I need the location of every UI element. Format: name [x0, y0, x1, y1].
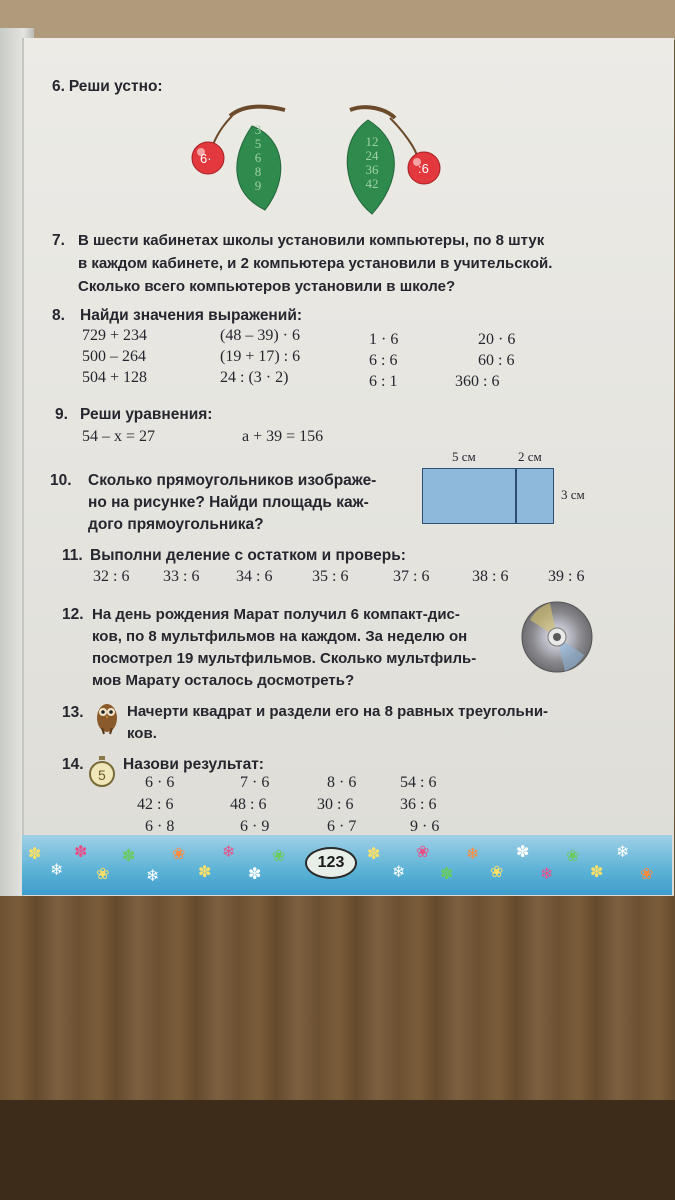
division-item: 39 : 6	[548, 568, 585, 585]
task-14-expr: 54 : 6	[400, 774, 437, 791]
svg-text:❀: ❀	[172, 844, 186, 863]
svg-text:✽: ✽	[248, 864, 262, 883]
svg-text:❀: ❀	[96, 864, 110, 883]
background-top	[0, 0, 675, 40]
task-8-expr: 500 – 264	[82, 348, 146, 365]
task-8-title: Найди значения выражений:	[80, 307, 303, 324]
task-10-line: но на рисунке? Найди площадь каж-	[88, 494, 369, 511]
rectangle-figure	[422, 468, 554, 524]
task-13-line: ков.	[127, 725, 157, 742]
leaf-left-value: 3	[254, 122, 262, 137]
cherry-leaves-illustration	[190, 98, 450, 220]
svg-text:❀: ❀	[566, 846, 580, 865]
cd-disc-icon	[520, 600, 594, 674]
task-6	[52, 78, 163, 96]
table-shadow	[0, 1100, 675, 1200]
division-item: 37 : 6	[393, 568, 430, 585]
task-12-number: 12.	[62, 606, 84, 623]
division-item: 38 : 6	[472, 568, 509, 585]
task-8-number: 8.	[52, 307, 65, 324]
leaf-left-value: 6	[254, 150, 262, 165]
task-8-expr: 504 + 128	[82, 369, 148, 386]
task-12-line: мов Марату осталось досмотреть?	[92, 672, 355, 689]
task-7-line: Сколько всего компьютеров установили в школе?	[78, 278, 456, 295]
task-10-line: Сколько прямоугольников изображе-	[88, 472, 377, 489]
task-8-expr: 24 : (3 · 2)	[220, 369, 289, 386]
task-12-line: ков, по 8 мультфильмов на каждом. За неделю он	[92, 628, 468, 645]
svg-text:✽: ✽	[590, 862, 604, 881]
task-title: Реши устно:	[68, 78, 163, 95]
task-8-expr: (19 + 17) : 6	[220, 348, 301, 365]
leaf-right-value: 24	[365, 148, 379, 163]
equation-2: a + 39 = 156	[242, 428, 324, 445]
task-14-expr: 42 : 6	[137, 796, 174, 813]
task-14-expr: 30 : 6	[317, 796, 354, 813]
svg-text:❄: ❄	[540, 864, 554, 883]
svg-text:✽: ✽	[440, 864, 454, 883]
svg-text:✽: ✽	[516, 842, 530, 861]
task-14-expr: 36 : 6	[400, 796, 437, 813]
leaf-right-value: 36	[365, 162, 379, 177]
svg-text:❄: ❄	[50, 860, 64, 879]
task-14-title: Назови результат:	[123, 756, 264, 773]
label-3cm: 3 см	[561, 487, 585, 502]
task-8-expr: 729 + 234	[82, 327, 148, 344]
task-10-line: дого прямоугольника?	[88, 516, 264, 533]
svg-text:❀: ❀	[490, 862, 504, 881]
page-number: 123	[305, 847, 357, 879]
task-14-expr: 6 · 8	[145, 818, 175, 835]
task-14-expr: 48 : 6	[230, 796, 267, 813]
task-8-expr: 6 : 6	[369, 352, 398, 369]
task-7-line: в каждом кабинете, и 2 компьютера установили в учительской.	[78, 255, 553, 272]
task-14-expr: 8 · 6	[327, 774, 357, 791]
task-14-expr: 6 · 7	[327, 818, 357, 835]
task-13-line: Начерти квадрат и раздели его на 8 равных треугольни-	[127, 703, 549, 720]
rectangle-divider	[515, 468, 517, 524]
leaf-left-value: 9	[254, 178, 262, 193]
svg-text:❀: ❀	[416, 842, 430, 861]
task-number: 6.	[52, 78, 65, 95]
svg-text:❀: ❀	[640, 864, 654, 883]
stopwatch-icon	[88, 754, 116, 788]
division-item: 34 : 6	[236, 568, 273, 585]
task-10-number: 10.	[50, 472, 72, 489]
svg-text:❀: ❀	[272, 846, 286, 865]
leaf-right-value: 42	[365, 176, 379, 191]
leaf-left-value: 8	[254, 164, 262, 179]
division-item: 32 : 6	[93, 568, 130, 585]
task-8-expr: 6 : 1	[369, 373, 398, 390]
task-9-title: Реши уравнения:	[80, 406, 213, 423]
task-14-expr: 7 · 6	[240, 774, 270, 791]
task-12-line: На день рождения Марат получил 6 компакт-дис-	[92, 606, 460, 623]
label-5cm: 5 см	[452, 449, 476, 464]
task-11-number: 11.	[62, 547, 83, 564]
task-14-expr: 6 · 6	[145, 774, 175, 791]
svg-text:✽: ✽	[198, 862, 212, 881]
task-11-title: Выполни деление с остатком и проверь:	[90, 547, 406, 564]
svg-text:❄: ❄	[616, 842, 630, 861]
equation-1: 54 – x = 27	[82, 428, 156, 445]
task-14-expr: 9 · 6	[410, 818, 440, 835]
leaf-right-operand: :6	[418, 161, 429, 176]
task-9-number: 9.	[55, 406, 68, 423]
task-8-expr: 360 : 6	[455, 373, 500, 390]
svg-text:✽: ✽	[367, 844, 381, 863]
owl-icon	[94, 700, 120, 736]
svg-text:❄: ❄	[146, 866, 160, 885]
svg-text:✽: ✽	[122, 846, 136, 865]
leaf-right-value: 12	[365, 134, 379, 149]
svg-text:✽: ✽	[28, 844, 42, 863]
svg-text:✽: ✽	[74, 842, 88, 861]
task-13-number: 13.	[62, 704, 84, 721]
division-item: 33 : 6	[163, 568, 200, 585]
task-8-expr: (48 – 39) · 6	[220, 327, 300, 344]
leaf-left-operand: 6·	[200, 151, 212, 166]
task-12-line: посмотрел 19 мультфильмов. Сколько мультфиль-	[92, 650, 477, 667]
task-7-number: 7.	[52, 232, 65, 249]
svg-text:❄: ❄	[222, 842, 236, 861]
task-14-number: 14.	[62, 756, 84, 773]
task-7-line: В шести кабинетах школы установили компьютеры, по 8 штук	[78, 232, 545, 249]
label-2cm: 2 см	[518, 449, 542, 464]
task-14-expr: 6 · 9	[240, 818, 270, 835]
task-8-expr: 20 · 6	[478, 331, 516, 348]
svg-text:❄: ❄	[466, 844, 480, 863]
stopwatch-value: 5	[98, 767, 106, 783]
task-8-expr: 60 : 6	[478, 352, 515, 369]
division-item: 35 : 6	[312, 568, 349, 585]
svg-text:❄: ❄	[392, 862, 406, 881]
task-8-expr: 1 · 6	[369, 331, 399, 348]
leaf-left-value: 5	[254, 136, 262, 151]
